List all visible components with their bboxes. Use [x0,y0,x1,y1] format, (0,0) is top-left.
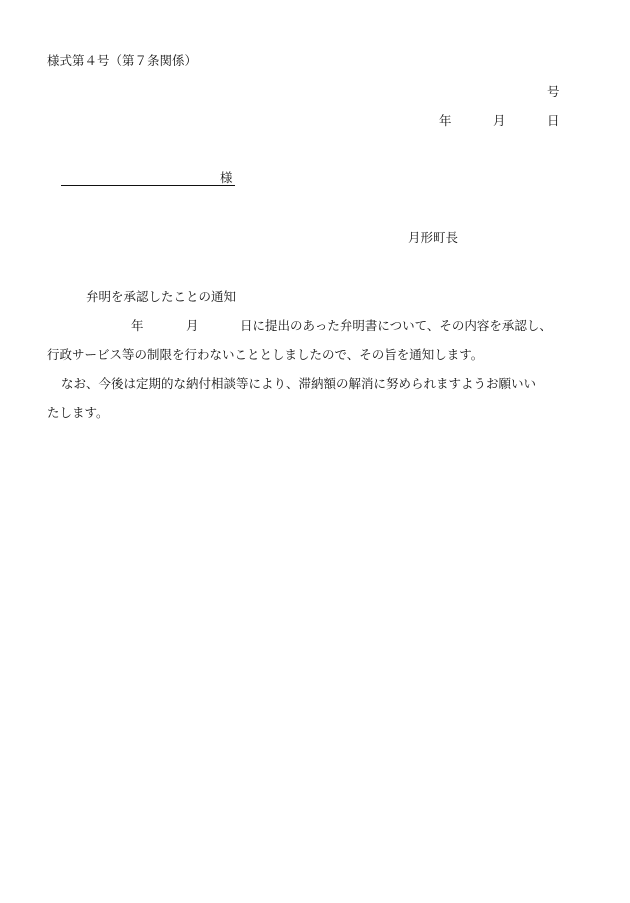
date-year-label: 年 [439,113,452,128]
body-line-1: 日に提出のあった弁明書について、その内容を承認し、 [240,318,552,333]
body-line-4: たします。 [47,405,109,420]
date-day-label: 日 [547,113,560,128]
body-month-label: 月 [186,318,199,333]
body-line-3: なお、今後は定期的な納付相談等により、滞納額の解消に努められますようお願いい [61,376,537,391]
recipient-name-line [61,185,235,186]
body-line-2: 行政サービス等の制限を行わないこととしましたので、その旨を通知します。 [47,347,484,362]
document-number-suffix: 号 [547,84,560,99]
date-month-label: 月 [493,113,506,128]
recipient-honorific: 様 [220,170,233,185]
notice-title: 弁明を承認したことの通知 [86,289,237,304]
form-number: 様式第４号（第７条関係） [47,53,198,68]
body-year-label: 年 [131,318,144,333]
sender-name: 月形町長 [408,230,459,245]
